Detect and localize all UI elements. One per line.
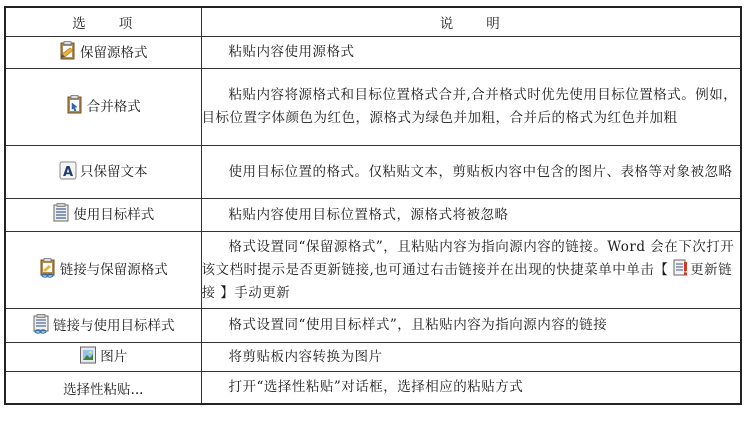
- option-label: 链接与保留源格式: [59, 262, 168, 278]
- svg-text:A: A: [62, 165, 74, 180]
- table-row: [5, 69, 741, 146]
- table-row: [5, 343, 741, 372]
- table-row: [5, 146, 741, 199]
- description-cell: 打开“选择性粘贴”对话框，选择相应的粘贴方式: [201, 372, 741, 405]
- option-label: 使用目标样式: [73, 207, 155, 223]
- paste-text-only-icon: [59, 160, 77, 180]
- description-cell: [201, 232, 741, 309]
- description-cell: 格式设置同“使用目标样式”，且粘贴内容为指向源内容的链接: [201, 309, 741, 343]
- table-header-row: [5, 7, 741, 37]
- option-label: 只保留文本: [80, 164, 148, 180]
- description-text-before: 格式设置同“保留源格式”，且粘贴内容为指向源内容的链接。Word 会在下次打开该文档时提示是否更新链接,也可通过右击链接并在出现的快捷菜单中单击【: [201, 238, 735, 278]
- option-cell: [5, 372, 201, 405]
- table-row: [5, 232, 741, 309]
- header-option: 选 项: [5, 7, 201, 37]
- table-row: [5, 372, 741, 405]
- option-cell: [5, 37, 201, 69]
- option-label: 保留源格式: [80, 44, 148, 61]
- option-label: 合并格式: [86, 99, 141, 115]
- table-row: [5, 37, 741, 69]
- paste-keep-source-icon: [59, 41, 77, 61]
- option-label: 图片: [100, 349, 128, 365]
- paste-use-destination-icon: [52, 203, 70, 223]
- description-cell: 将剪贴板内容转换为图片: [201, 343, 741, 372]
- description-text-after: 】手动更新: [215, 284, 291, 301]
- option-cell: [5, 146, 201, 199]
- description-cell: 粘贴内容使用目标位置格式，源格式将被忽略: [201, 199, 741, 232]
- description-cell: 使用目标位置的格式。仅粘贴文本，剪贴板内容中包含的图片、表格等对象被忽略: [201, 146, 741, 199]
- paste-link-keep-source-icon: [39, 258, 57, 278]
- update-link-icon: [673, 259, 689, 277]
- header-description: 说 明: [201, 7, 741, 37]
- option-cell: [5, 232, 201, 309]
- paste-options-table: [4, 6, 742, 405]
- table-row: [5, 199, 741, 232]
- table-row: [5, 309, 741, 343]
- description-cell: 粘贴内容使用源格式: [201, 37, 741, 69]
- option-cell: [5, 343, 201, 372]
- option-label: 链接与使用目标样式: [53, 317, 175, 334]
- paste-link-use-destination-icon: [32, 314, 50, 334]
- option-label: 选择性粘贴...: [63, 381, 144, 398]
- option-cell: [5, 309, 201, 343]
- paste-picture-icon: [79, 345, 97, 365]
- update-link-label: 更新链接: [201, 261, 733, 301]
- option-cell: [5, 69, 201, 146]
- option-cell: [5, 199, 201, 232]
- description-cell: 粘贴内容将源格式和目标位置格式合并,合并格式时优先使用目标位置格式。例如，目标位置字体颜色为红色，源格式为绿色并加粗，合并后的格式为红色并加粗: [201, 69, 741, 146]
- paste-merge-format-icon: [66, 95, 84, 115]
